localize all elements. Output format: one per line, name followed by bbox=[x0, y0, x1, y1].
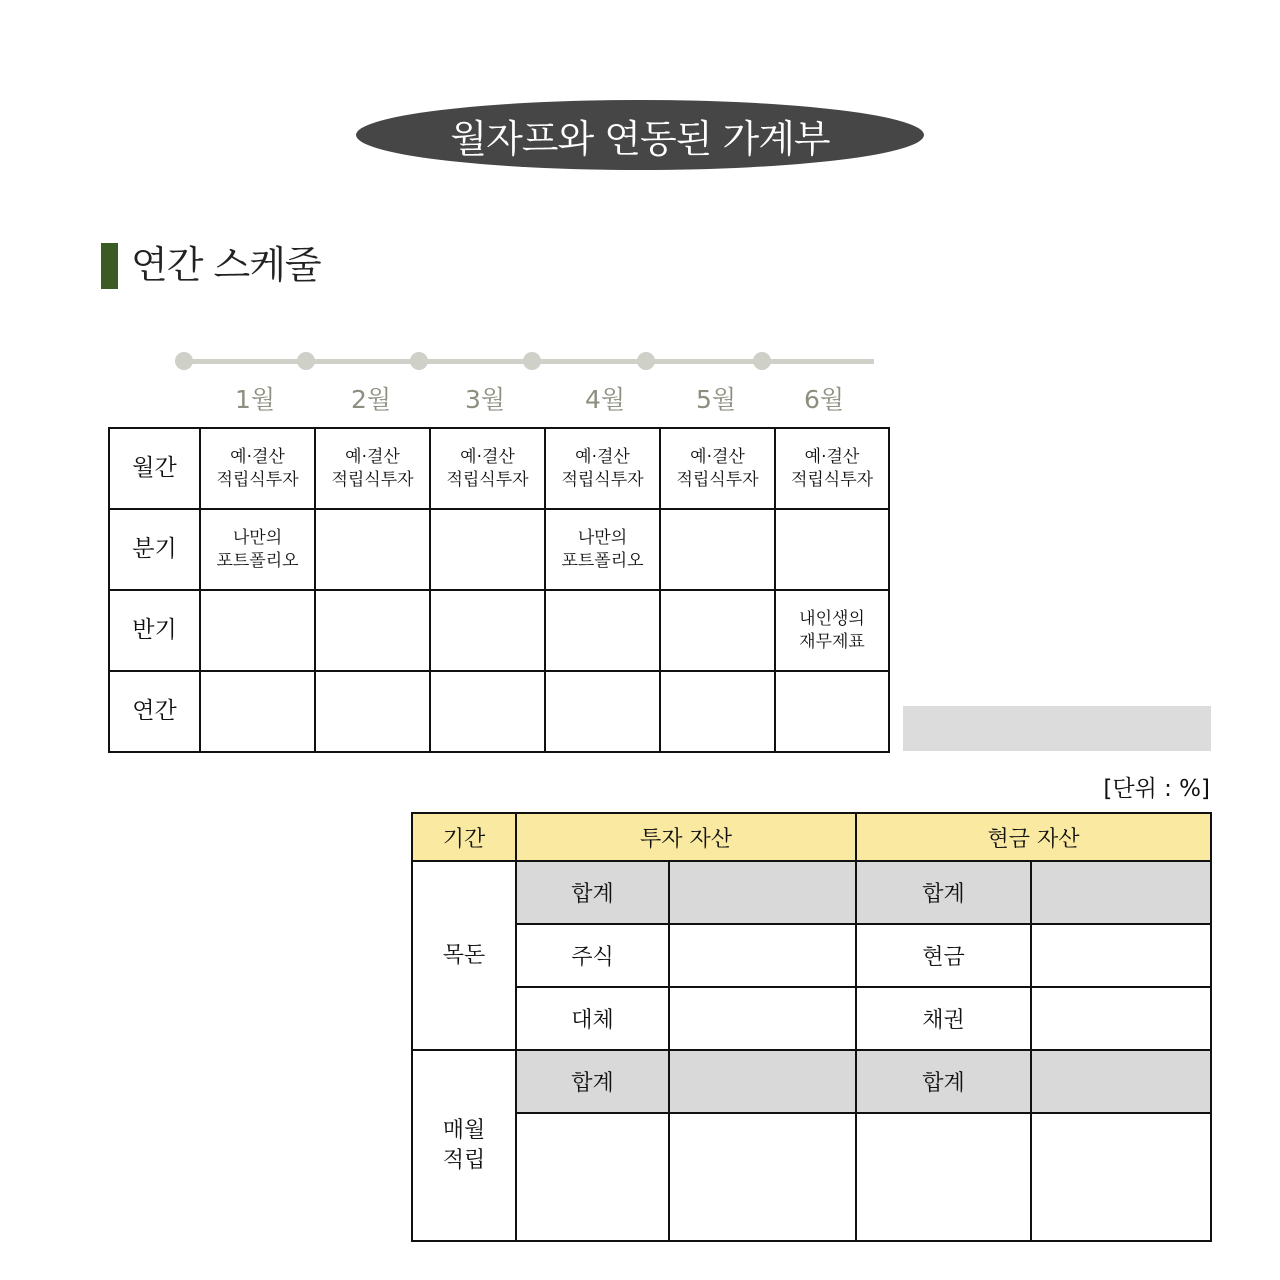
investment-item-value[interactable] bbox=[669, 987, 856, 1050]
schedule-cell[interactable] bbox=[200, 509, 315, 590]
schedule-cell[interactable] bbox=[200, 671, 315, 752]
schedule-cell[interactable] bbox=[660, 428, 775, 509]
schedule-cell[interactable] bbox=[315, 671, 430, 752]
schedule-row-label: 반기 bbox=[109, 590, 200, 671]
schedule-cell[interactable] bbox=[775, 509, 889, 590]
cash-item-label: 채권 bbox=[856, 987, 1031, 1050]
timeline-month-label: 6월 bbox=[803, 385, 845, 414]
investment-item-label: 주식 bbox=[516, 924, 669, 987]
schedule-cell[interactable] bbox=[660, 509, 775, 590]
timeline-month-label: 2월 bbox=[350, 385, 392, 414]
investment-item-value[interactable] bbox=[669, 1050, 856, 1113]
month-timeline bbox=[0, 0, 1280, 420]
timeline-dot bbox=[523, 352, 541, 370]
schedule-cell[interactable] bbox=[430, 428, 545, 509]
schedule-cell[interactable] bbox=[545, 671, 660, 752]
schedule-row-label: 분기 bbox=[109, 509, 200, 590]
timeline-dot bbox=[297, 352, 315, 370]
page-title: 월자프와 연동된 가계부 bbox=[450, 116, 830, 161]
schedule-cell-text: 예·결산 적립식투자 bbox=[446, 446, 529, 490]
timeline-month-label: 4월 bbox=[584, 385, 626, 414]
section-title: 연간 스케줄 bbox=[131, 243, 321, 287]
investment-item-label: 합계 bbox=[516, 1050, 669, 1113]
schedule-cell[interactable] bbox=[315, 590, 430, 671]
timeline-line bbox=[184, 359, 874, 364]
schedule-cell[interactable] bbox=[200, 590, 315, 671]
schedule-cell[interactable] bbox=[660, 671, 775, 752]
schedule-cell[interactable] bbox=[430, 590, 545, 671]
allocation-header-row bbox=[412, 813, 1211, 861]
asset-allocation-table bbox=[411, 812, 1212, 1242]
monthly-savings-period-label: 매월 적립 bbox=[412, 1050, 516, 1241]
schedule-row-label: 연간 bbox=[109, 671, 200, 752]
schedule-cell[interactable] bbox=[545, 590, 660, 671]
cash-item-label: 합계 bbox=[856, 861, 1031, 924]
schedule-cell[interactable] bbox=[315, 428, 430, 509]
schedule-cell[interactable] bbox=[545, 509, 660, 590]
allocation-row bbox=[412, 987, 1211, 1050]
placeholder-bar bbox=[903, 706, 1211, 751]
schedule-row-annual bbox=[109, 671, 889, 752]
schedule-cell[interactable] bbox=[200, 428, 315, 509]
cash-item-label[interactable] bbox=[856, 1113, 1031, 1241]
section-marker bbox=[101, 243, 118, 289]
investment-item-value[interactable] bbox=[669, 861, 856, 924]
cash-item-value[interactable] bbox=[1031, 1050, 1211, 1113]
schedule-cell-text: 예·결산 적립식투자 bbox=[216, 446, 299, 490]
schedule-row-label: 월간 bbox=[109, 428, 200, 509]
investment-item-value[interactable] bbox=[669, 924, 856, 987]
schedule-cell[interactable] bbox=[775, 428, 889, 509]
schedule-row-monthly bbox=[109, 428, 889, 509]
timeline-dot bbox=[637, 352, 655, 370]
schedule-row-half-yearly bbox=[109, 590, 889, 671]
unit-label: [단위 : %] bbox=[1103, 776, 1210, 802]
schedule-cell[interactable] bbox=[775, 590, 889, 671]
cash-item-value[interactable] bbox=[1031, 1113, 1211, 1241]
schedule-cell[interactable] bbox=[660, 590, 775, 671]
cash-item-label: 합계 bbox=[856, 1050, 1031, 1113]
lump-sum-period-label: 목돈 bbox=[412, 861, 516, 1050]
schedule-cell[interactable] bbox=[315, 509, 430, 590]
page-title-banner bbox=[356, 100, 924, 170]
investment-item-label: 대체 bbox=[516, 987, 669, 1050]
schedule-cell-text: 예·결산 적립식투자 bbox=[676, 446, 759, 490]
investment-asset-header: 투자 자산 bbox=[516, 813, 856, 861]
cash-asset-header: 현금 자산 bbox=[856, 813, 1211, 861]
cash-item-value[interactable] bbox=[1031, 861, 1211, 924]
timeline-dot bbox=[753, 352, 771, 370]
schedule-cell-text: 나만의 포트폴리오 bbox=[561, 527, 644, 571]
investment-item-value[interactable] bbox=[669, 1113, 856, 1241]
timeline-month-label: 1월 bbox=[234, 385, 276, 414]
annual-schedule-table bbox=[108, 427, 890, 753]
allocation-row bbox=[412, 924, 1211, 987]
allocation-row bbox=[412, 861, 1211, 924]
schedule-cell[interactable] bbox=[430, 671, 545, 752]
period-header: 기간 bbox=[412, 813, 516, 861]
schedule-cell-text: 내인생의 재무제표 bbox=[799, 608, 865, 652]
investment-item-label[interactable] bbox=[516, 1113, 669, 1241]
schedule-row-quarterly bbox=[109, 509, 889, 590]
schedule-cell-text: 예·결산 적립식투자 bbox=[790, 446, 874, 490]
schedule-cell-text: 나만의 포트폴리오 bbox=[216, 527, 299, 571]
timeline-dot bbox=[410, 352, 428, 370]
cash-item-value[interactable] bbox=[1031, 987, 1211, 1050]
allocation-row bbox=[412, 1113, 1211, 1241]
schedule-cell[interactable] bbox=[430, 509, 545, 590]
schedule-cell[interactable] bbox=[545, 428, 660, 509]
schedule-cell[interactable] bbox=[775, 671, 889, 752]
schedule-cell-text: 예·결산 적립식투자 bbox=[331, 446, 414, 490]
timeline-month-label: 5월 bbox=[695, 385, 737, 414]
investment-item-label: 합계 bbox=[516, 861, 669, 924]
timeline-dot bbox=[175, 352, 193, 370]
cash-item-label: 현금 bbox=[856, 924, 1031, 987]
timeline-month-label: 3월 bbox=[464, 385, 506, 414]
cash-item-value[interactable] bbox=[1031, 924, 1211, 987]
schedule-cell-text: 예·결산 적립식투자 bbox=[561, 446, 644, 490]
allocation-row bbox=[412, 1050, 1211, 1113]
